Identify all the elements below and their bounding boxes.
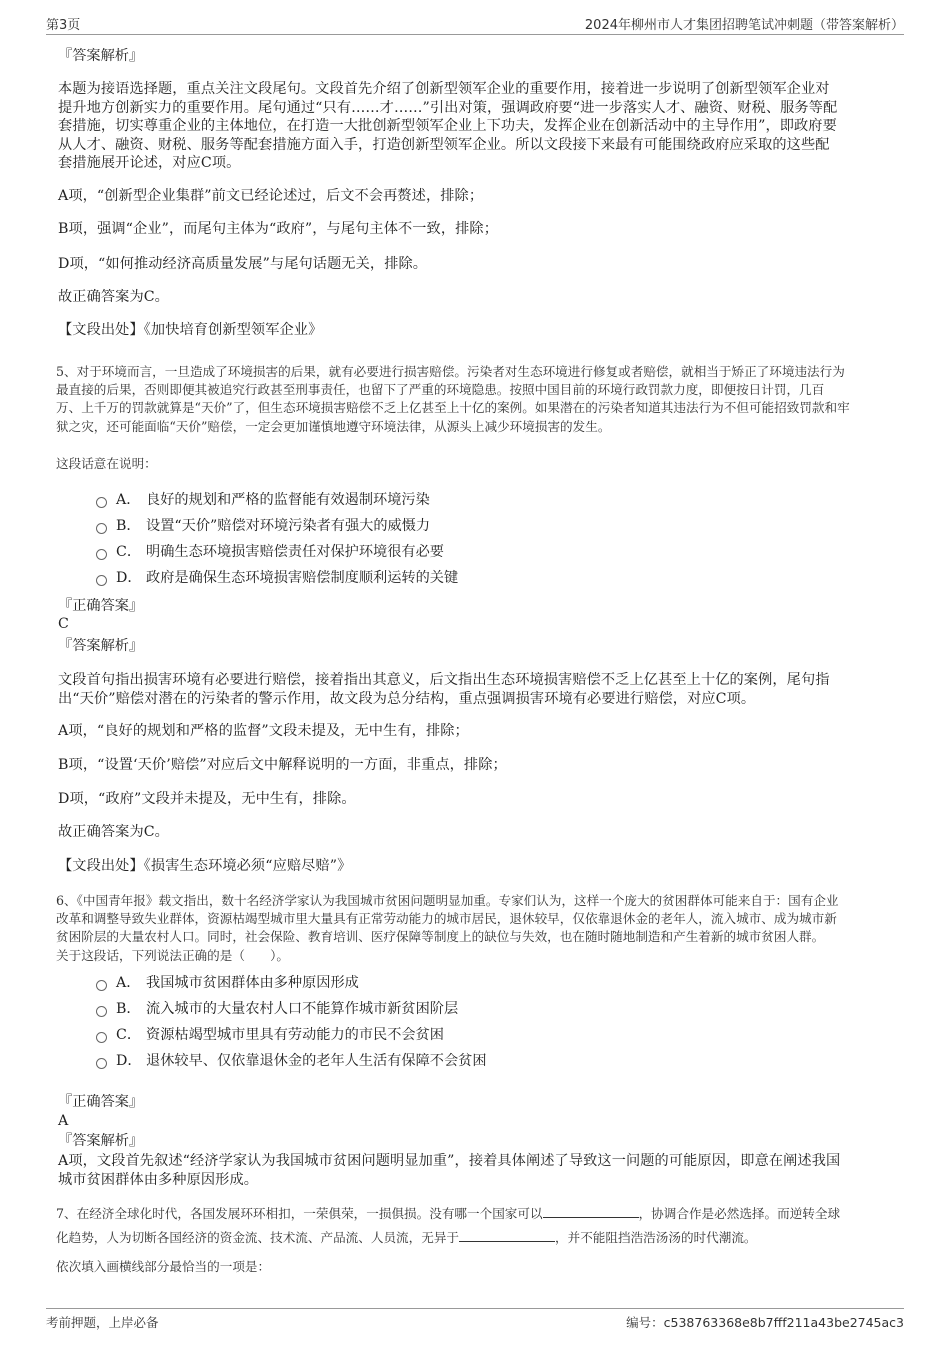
radio-icon[interactable] xyxy=(96,549,107,560)
option-text: 明确生态环境损害赔偿责任对保护环境很有必要 xyxy=(146,544,444,560)
q5-option-a-analysis: A项，“良好的规划和严格的监督”文段未提及，无中生有，排除； xyxy=(58,723,469,739)
option-text: 政府是确保生态环境损害赔偿制度顺利运转的关键 xyxy=(146,570,459,586)
q6-answer-label: 『正确答案』 xyxy=(58,1094,144,1110)
q5-option-c[interactable] xyxy=(96,543,444,561)
q5-option-b-analysis: B项，“设置‘天价’赔偿”对应后文中解释说明的一方面，非重点，排除； xyxy=(58,757,507,773)
q7-stem-line: 7、在经济全球化时代，各国发展环环相扣，一荣俱荣，一损俱损。没有哪一个国家可以 ，协调合作是必然选择。而逆转全球 xyxy=(56,1206,841,1221)
q5-analysis xyxy=(58,671,898,708)
q5-stem-line: 万、上千万的罚款就算是“天价”了，但生态环境损害赔偿不乏上亿甚至上十亿的案例。如果潜在的污染者知道其违法行为不但可能招致罚款和牢 xyxy=(56,400,850,416)
page-header xyxy=(46,14,904,35)
option-text: 流入城市的大量农村人口不能算作城市新贫困阶层 xyxy=(146,1001,459,1017)
option-letter: A． xyxy=(116,492,141,508)
q7-stem xyxy=(56,1205,906,1247)
footer-slogan: 考前押题，上岸必备 xyxy=(46,1315,159,1330)
page-footer xyxy=(46,1308,904,1335)
q4-analysis xyxy=(58,80,898,173)
option-letter: B． xyxy=(116,518,141,534)
q4-analysis-line: 提升地方创新实力的重要作用。尾句通过“只有……才……”引出对策，强调政府要“进一步落实人才、融资、财税、服务等配 xyxy=(58,99,838,116)
q6-answer: A xyxy=(58,1113,69,1129)
q6-stem-line: 6、《中国青年报》载文指出，数十名经济学家认为我国城市贫困问题明显加重。专家们认为，这样一个庞大的贫困群体可能来自于：国有企业 xyxy=(56,893,839,908)
q4-conclusion: 故正确答案为C。 xyxy=(58,289,169,305)
q5-option-d-analysis: D项，“政府”文段并未提及，无中生有，排除。 xyxy=(58,791,356,807)
q5-stem-line: 5、对于环境而言，一旦造成了环境损害的后果，就有必要进行损害赔偿。污染者对生态环境进行修复或者赔偿，就相当于矫正了环境违法行为 xyxy=(56,364,845,379)
q4-option-b-analysis: B项，强调“企业”，而尾句主体为“政府”，与尾句主体不一致，排除； xyxy=(58,221,498,237)
option-letter: B． xyxy=(116,1001,141,1017)
q6-analysis-label: 『答案解析』 xyxy=(58,1133,144,1149)
q5-option-a[interactable] xyxy=(96,491,430,509)
q7-question: 依次填入画横线部分最恰当的一项是： xyxy=(56,1259,271,1274)
option-letter: C． xyxy=(116,544,142,560)
q5-analysis-label: 『答案解析』 xyxy=(58,638,144,654)
radio-icon[interactable] xyxy=(96,523,107,534)
q5-analysis-line: 出“天价”赔偿对潜在的污染者的警示作用，故文段为总分结构，重点强调损害环境有必要进行赔偿，对应C项。 xyxy=(58,690,756,707)
radio-icon[interactable] xyxy=(96,1058,107,1069)
q6-analysis xyxy=(58,1152,898,1189)
q6-option-c[interactable] xyxy=(96,1026,444,1044)
option-text: 资源枯竭型城市里具有劳动能力的市民不会贫困 xyxy=(146,1027,444,1043)
option-letter: C． xyxy=(116,1027,142,1043)
q5-stem-line: 狱之灾，还可能面临“天价”赔偿，一定会更加谨慎地遵守环境法律，从源头上减少环境损害的发生。 xyxy=(56,418,611,434)
radio-icon[interactable] xyxy=(96,497,107,508)
q6-stem-line: 贫困阶层的大量农村人口。同时，社会保险、教育培训、医疗保障等制度上的缺位与失效，也在随时随地制造和产生着新的城市贫困人群。 xyxy=(56,929,825,945)
option-text: 设置“天价”赔偿对环境污染者有强大的威慑力 xyxy=(146,518,431,534)
fill-blank[interactable] xyxy=(459,1229,555,1242)
q4-analysis-line: 套措施展开论述，对应C项。 xyxy=(58,155,241,171)
q5-stem xyxy=(56,363,906,436)
q6-stem-line: 改革和调整导致失业群体，资源枯竭型城市里大量具有正常劳动能力的城市居民，退休较早，仅依靠退休金的老年人，流入城市、成为城市新 xyxy=(56,911,837,927)
option-letter: D． xyxy=(116,1053,142,1069)
document-title: 2024年柳州市人才集团招聘笔试冲刺题（带答案解析） xyxy=(584,18,904,33)
option-text: 良好的规划和严格的监督能有效遏制环境污染 xyxy=(146,492,430,508)
radio-icon[interactable] xyxy=(96,575,107,586)
radio-icon[interactable] xyxy=(96,980,107,991)
q4-analysis-line: 本题为接语选择题，重点关注文段尾句。文段首先介绍了创新型领军企业的重要作用，接着进一步说明了创新型领军企业对 xyxy=(58,81,830,97)
q5-answer-label: 『正确答案』 xyxy=(58,598,144,614)
option-text: 退休较早、仅依靠退休金的老年人生活有保障不会贫困 xyxy=(146,1053,487,1069)
page-number: 第3页 xyxy=(46,18,81,33)
q6-analysis-line: A项，文段首先叙述“经济学家认为我国城市贫困问题明显加重”，接着具体阐述了导致这一问题的可能原因，即意在阐述我国 xyxy=(58,1153,841,1169)
q6-option-a[interactable] xyxy=(96,974,359,992)
q5-stem-line: 最直接的后果，否则即便其被追究行政甚至刑事责任，也留下了严重的环境隐患。按照中国目前的环境行政罚款力度，即便按日计罚，几百 xyxy=(56,382,825,398)
q5-source: 【文段出处】《损害生态环境必须“应赔尽赔”》 xyxy=(58,858,352,874)
radio-icon[interactable] xyxy=(96,1006,107,1017)
option-letter: D． xyxy=(116,570,142,586)
radio-icon[interactable] xyxy=(96,1032,107,1043)
q4-analysis-line: 套措施，切实尊重企业的主体地位，在打造一大批创新型领军企业上下功夫，发挥企业在创新活动中的主导作用”，即政府要 xyxy=(58,118,837,134)
q6-option-d[interactable] xyxy=(96,1052,487,1070)
option-letter: A． xyxy=(116,975,141,991)
q6-option-b[interactable] xyxy=(96,1000,458,1018)
q4-option-d-analysis: D项，“如何推动经济高质量发展”与尾句话题无关，排除。 xyxy=(58,256,428,272)
q5-analysis-line: 文段首句指出损害环境有必要进行赔偿，接着指出其意义，后文指出生态环境损害赔偿不乏上亿甚至上十亿的案例，尾句指 xyxy=(58,672,830,688)
q4-analysis-line: 从人才、融资、财税、服务等配套措施方面入手，打造创新型领军企业。所以文段接下来最有可能围绕政府应采取的这些配 xyxy=(58,136,830,153)
q6-stem-line: 关于这段话，下列说法正确的是（ ）。 xyxy=(56,947,289,963)
document-id: 编号：c538763368e8b7fff211a43be2745ac3 xyxy=(626,1315,904,1330)
q4-option-a-analysis: A项，“创新型企业集群”前文已经论述过，后文不会再赘述，排除； xyxy=(58,188,484,204)
fill-blank[interactable] xyxy=(543,1205,639,1218)
q4-analysis-label: 『答案解析』 xyxy=(58,48,144,64)
q4-source: 【文段出处】《加快培育创新型领军企业》 xyxy=(58,322,323,338)
q7-stem-line: 化趋势，人为切断各国经济的资金流、技术流、产品流、人员流，无异于 ，并不能阻挡浩浩汤汤的时代潮流。 xyxy=(56,1230,757,1246)
q5-option-d[interactable] xyxy=(96,569,458,587)
q6-stem xyxy=(56,892,906,965)
q5-answer: C xyxy=(58,616,69,632)
q6-analysis-line: 城市贫困群体由多种原因形成。 xyxy=(58,1171,259,1188)
q5-conclusion: 故正确答案为C。 xyxy=(58,824,169,840)
option-text: 我国城市贫困群体由多种原因形成 xyxy=(146,975,359,991)
q5-option-b[interactable] xyxy=(96,517,430,535)
q5-question: 这段话意在说明： xyxy=(56,456,157,471)
